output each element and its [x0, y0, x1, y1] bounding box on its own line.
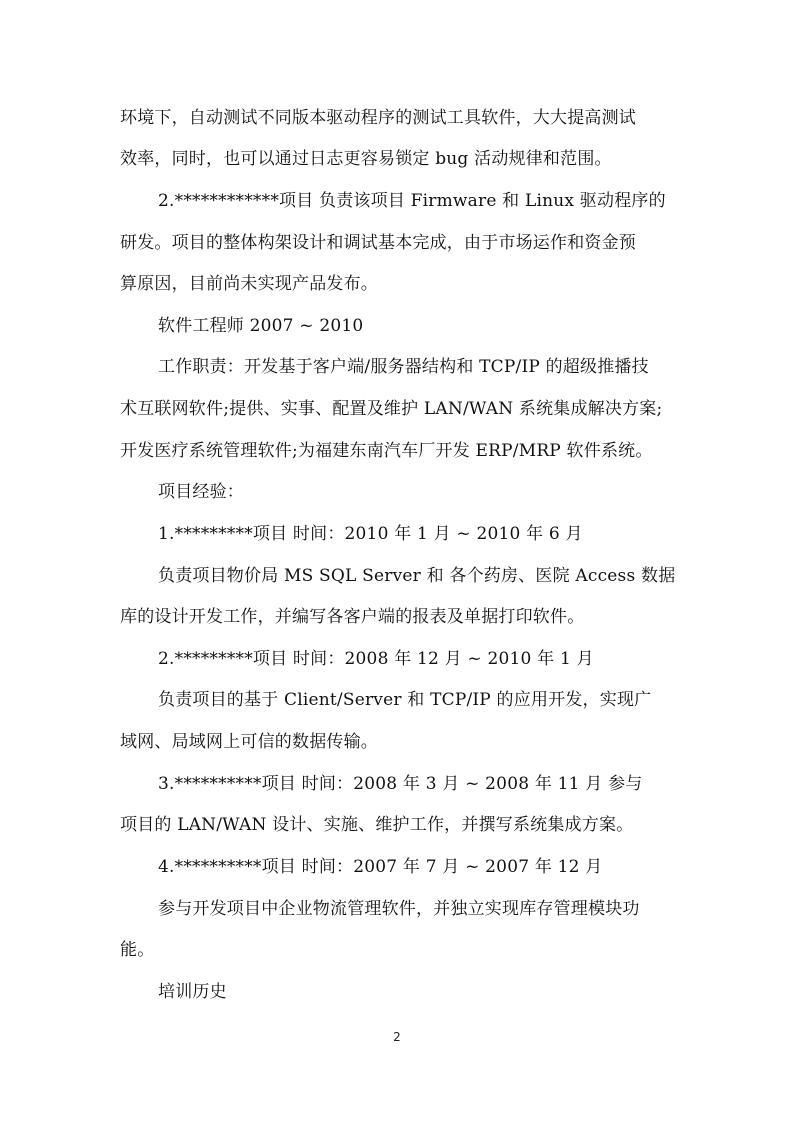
- text-line: 术互联网软件;提供、实事、配置及维护 LAN/WAN 系统集成解决方案;: [120, 399, 663, 419]
- text-line: 研发。项目的整体构架设计和调试基本完成，由于市场运作和资金预: [120, 233, 636, 253]
- text-line: 参与开发项目中企业物流管理软件，并独立实现库存管理模块功: [158, 899, 640, 919]
- text-line: 负责项目的基于 Client/Server 和 TCP/IP 的应用开发，实现广: [158, 690, 652, 710]
- text-line: 能。: [120, 940, 155, 960]
- text-line: 项目的 LAN/WAN 设计、实施、维护工作，并撰写系统集成方案。: [120, 815, 634, 835]
- text-line: 算原因，目前尚未实现产品发布。: [120, 274, 378, 294]
- section-heading: 培训历史: [158, 982, 227, 1002]
- text-line: 域网、局域网上可信的数据传输。: [120, 732, 378, 752]
- text-line: 3.**********项目 时间：2008 年 3 月 ~ 2008 年 11 月 参与: [158, 774, 643, 794]
- text-line: 环境下，自动测试不同版本驱动程序的测试工具软件，大大提高测试: [120, 108, 636, 128]
- text-line: 工作职责：开发基于客户端/服务器结构和 TCP/IP 的超级推播技: [158, 357, 649, 377]
- text-line: 库的设计开发工作，并编写各客户端的报表及单据打印软件。: [120, 607, 585, 627]
- text-line: 1.*********项目 时间：2010 年 1 月 ~ 2010 年 6 月: [158, 524, 583, 544]
- text-line: 4.**********项目 时间：2007 年 7 月 ~ 2007 年 12 月: [158, 857, 603, 877]
- text-line: 负责项目物价局 MS SQL Server 和 各个药房、医院 Access 数据: [158, 566, 676, 586]
- section-heading: 项目经验：: [158, 482, 244, 502]
- page-number: 2: [393, 1030, 401, 1044]
- text-line: 效率，同时，也可以通过日志更容易锁定 bug 活动规律和范围。: [120, 149, 612, 169]
- text-line: 2.************项目 负责该项目 Firmware 和 Linux 驱动程序的: [158, 191, 666, 211]
- text-line: 2.*********项目 时间：2008 年 12 月 ~ 2010 年 1 月: [158, 649, 594, 669]
- text-line: 软件工程师 2007 ~ 2010: [158, 316, 364, 336]
- text-line: 开发医疗系统管理软件;为福建东南汽车厂开发 ERP/MRP 软件系统。: [120, 441, 653, 461]
